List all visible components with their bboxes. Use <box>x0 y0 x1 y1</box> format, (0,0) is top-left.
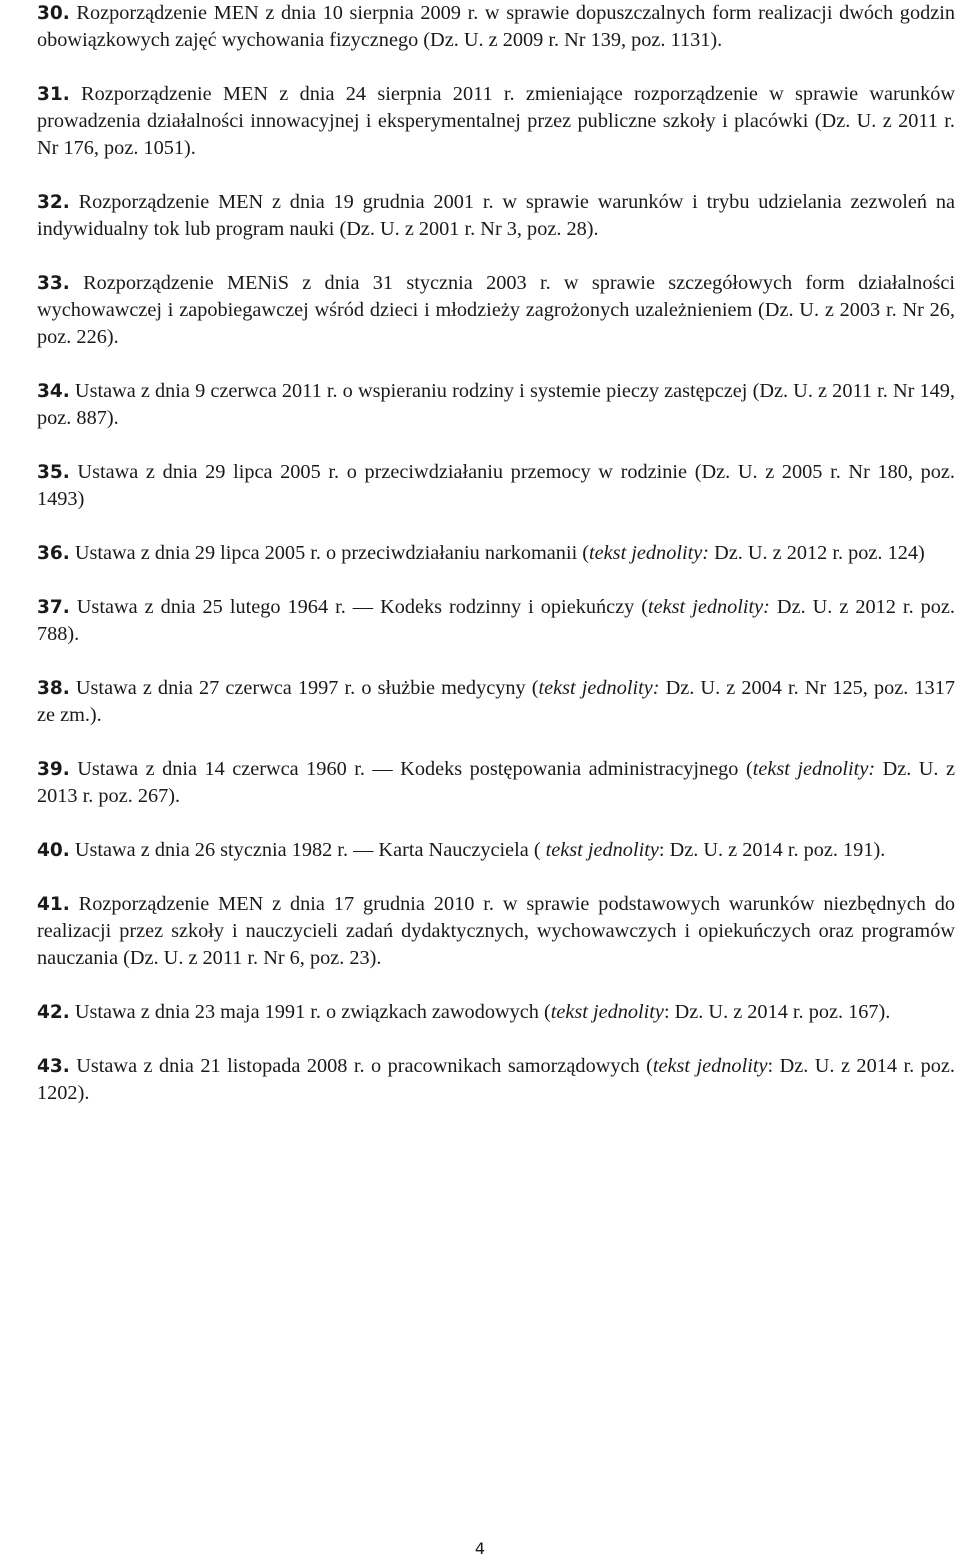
reference-number: 36. <box>37 543 70 564</box>
reference-text: Ustawa z dnia 23 maja 1991 r. o związkach zawodowych ( <box>69 1001 551 1023</box>
reference-number: 33. <box>37 273 70 294</box>
reference-text: Ustawa z dnia 29 lipca 2005 r. o przeciwdziałaniu przemocy w rodzinie (Dz. U. z 2005 r. Nr 180, poz. 1493) <box>37 461 960 510</box>
reference-number: 43. <box>37 1056 70 1077</box>
reference-number: 40. <box>37 840 70 861</box>
reference-item <box>37 81 960 162</box>
reference-text: Ustawa z dnia 14 czerwca 1960 r. — Kodeks postępowania administracyjnego ( <box>69 758 753 780</box>
reference-item <box>37 378 960 432</box>
reference-number: 35. <box>37 462 70 483</box>
reference-text-italic: tekst jednolity <box>652 1055 768 1077</box>
reference-text-italic: tekst jednolity <box>545 839 659 861</box>
reference-text: : Dz. U. z 2014 r. poz. 167). <box>663 1001 891 1023</box>
reference-text: Dz. U. z 2004 r. Nr 125, poz. 1317 ze zm.). <box>37 677 960 726</box>
reference-text: Ustawa z dnia 26 stycznia 1982 r. — Karta Nauczyciela ( <box>69 839 546 861</box>
reference-text: Rozporządzenie MEN z dnia 24 sierpnia 2011 r. zmieniające rozporządzenie w sprawie warunków prowadzenia działalności innowacyjnej i eksperymentalnej przez publiczne szkoły i placówki (Dz. U. z 2011 r. Nr 176, poz. 1051). <box>37 83 960 159</box>
reference-item <box>37 459 960 513</box>
reference-item <box>37 270 960 351</box>
reference-text: Dz. U. z 2012 r. poz. 788). <box>37 596 960 645</box>
reference-text-italic: tekst jednolity: <box>538 677 660 699</box>
reference-text: Ustawa z dnia 27 czerwca 1997 r. o służbie medycyny ( <box>69 677 539 699</box>
reference-number: 34. <box>37 381 70 402</box>
reference-number: 41. <box>37 894 70 915</box>
reference-text-italic: tekst jednolity <box>550 1001 664 1023</box>
reference-text: Rozporządzenie MEN z dnia 19 grudnia 2001 r. w sprawie warunków i trybu udzielania zezwoleń na indywidualny tok lub program nauki (Dz. U. z 2001 r. Nr 3, poz. 28). <box>37 191 960 240</box>
reference-item <box>37 756 960 810</box>
reference-item <box>37 0 960 54</box>
document-page <box>37 0 960 1134</box>
reference-text-italic: tekst jednolity: <box>648 596 770 618</box>
reference-number: 39. <box>37 759 70 780</box>
reference-number: 42. <box>37 1002 70 1023</box>
reference-text: Dz. U. z 2013 r. poz. 267). <box>37 758 960 807</box>
reference-item <box>37 540 955 567</box>
legal-references-list <box>37 0 960 1107</box>
reference-text: Ustawa z dnia 9 czerwca 2011 r. o wspieraniu rodziny i systemie pieczy zastępczej (Dz. U. z 2011 r. Nr 149, poz. 887). <box>37 380 960 429</box>
reference-item <box>37 1053 960 1107</box>
reference-text-italic: tekst jednolity: <box>752 758 876 780</box>
reference-item <box>37 891 960 972</box>
page-number: 4 <box>474 1539 486 1558</box>
reference-item <box>37 594 960 648</box>
reference-text: : Dz. U. z 2014 r. poz. 191). <box>658 839 886 861</box>
reference-text: : Dz. U. z 2014 r. poz. 1202). <box>37 1055 960 1104</box>
reference-number: 37. <box>37 597 70 618</box>
reference-text: Rozporządzenie MENiS z dnia 31 stycznia 2003 r. w sprawie szczegółowych form działalności wychowawczej i zapobiegawczej wśród dzieci i młodzieży zagrożonych uzależnieniem (Dz. U. z 2003 r. Nr 26, poz. 226). <box>37 272 960 348</box>
reference-text: Dz. U. z 2012 r. poz. 124) <box>709 542 925 564</box>
reference-number: 31. <box>37 84 70 105</box>
reference-number: 32. <box>37 192 70 213</box>
reference-text: Ustawa z dnia 29 lipca 2005 r. o przeciwdziałaniu narkomanii ( <box>69 542 590 564</box>
reference-text: Ustawa z dnia 25 lutego 1964 r. — Kodeks rodzinny i opiekuńczy ( <box>69 596 649 618</box>
reference-text: Ustawa z dnia 21 listopada 2008 r. o pracownikach samorządowych ( <box>69 1055 653 1077</box>
reference-item <box>37 675 960 729</box>
reference-number: 38. <box>37 678 70 699</box>
reference-text: Rozporządzenie MEN z dnia 17 grudnia 2010 r. w sprawie podstawowych warunków niezbędnych do realizacji przez szkoły i nauczycieli zadań dydaktycznych, wychowawczych i opiekuńczych oraz programów nauczania (Dz. U. z 2011 r. Nr 6, poz. 23). <box>37 893 960 969</box>
reference-text: Rozporządzenie MEN z dnia 10 sierpnia 2009 r. w sprawie dopuszczalnych form realizacji dwóch godzin obowiązkowych zajęć wychowania fizycznego (Dz. U. z 2009 r. Nr 139, poz. 1131). <box>37 2 960 51</box>
reference-text-italic: tekst jednolity: <box>589 542 710 564</box>
reference-number: 30. <box>37 3 70 24</box>
reference-item <box>37 837 955 864</box>
reference-item <box>37 189 960 243</box>
reference-item <box>37 999 955 1026</box>
